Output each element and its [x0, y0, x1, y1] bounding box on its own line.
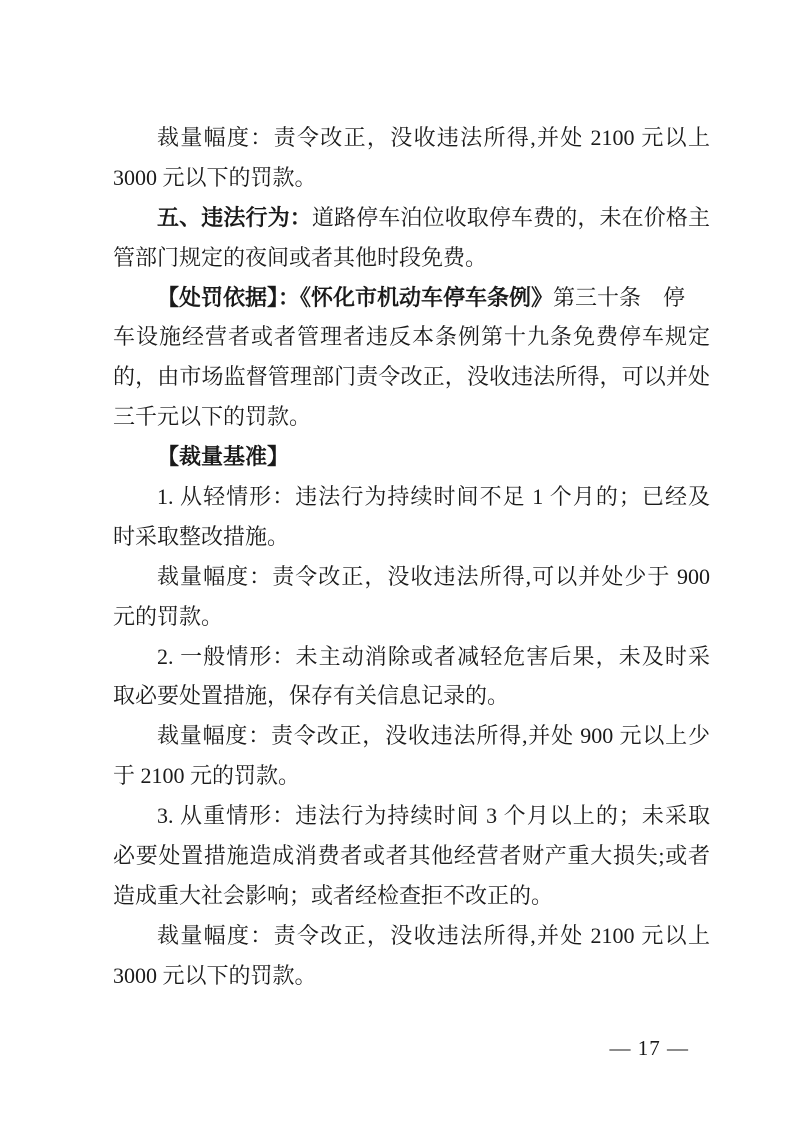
body-text: 裁量幅度：责令改正，没收违法所得,可以并处少于 900 [157, 563, 710, 589]
text-line [113, 437, 710, 477]
text-line [113, 637, 710, 677]
body-text: 1. 从轻情形：违法行为持续时间不足 1 个月的；已经及 [157, 484, 710, 510]
body-text: 裁量幅度：责令改正，没收违法所得,并处 2100 元以上 [157, 922, 710, 948]
body-text: 3000 元以下的罚款。 [113, 164, 317, 190]
text-line [113, 517, 710, 557]
text-line [113, 317, 710, 357]
emphasis-text: 【裁量基准】 [157, 444, 290, 470]
text-line [113, 836, 710, 876]
body-text: 车设施经营者或者管理者违反本条例第十九条免费停车规定 [113, 324, 710, 350]
text-line [113, 597, 710, 637]
body-text: 的，由市场监督管理部门责令改正，没收违法所得，可以并处 [113, 364, 710, 390]
text-line [113, 756, 710, 796]
body-text: 第三十条 停 [553, 284, 686, 310]
text-line [113, 676, 710, 716]
text-line [113, 956, 710, 996]
body-text: 时采取整改措施。 [113, 523, 290, 549]
text-line [113, 916, 710, 956]
text-line [113, 158, 710, 198]
text-line [113, 357, 710, 397]
page-number: — 17 — [609, 1036, 689, 1060]
body-text: 取必要处置措施，保存有关信息记录的。 [113, 683, 510, 709]
body-text: 道路停车泊位收取停车费的，未在价格主 [311, 204, 710, 230]
body-text: 2. 一般情形：未主动消除或者减轻危害后果，未及时采 [157, 643, 710, 669]
body-text: 管部门规定的夜间或者其他时段免费。 [113, 244, 488, 270]
text-line [113, 118, 710, 158]
text-line [113, 876, 710, 916]
text-line [113, 397, 710, 437]
emphasis-text: 【处罚依据】：《怀化市机动车停车条例》 [157, 284, 554, 310]
body-text: 三千元以下的罚款。 [113, 404, 312, 430]
text-line [113, 278, 710, 318]
text-line [113, 198, 710, 238]
body-text: 造成重大社会影响；或者经检查拒不改正的。 [113, 882, 554, 908]
text-line [113, 477, 710, 517]
body-text: 3000 元以下的罚款。 [113, 962, 317, 988]
body-text: 必要处置措施造成消费者或者其他经营者财产重大损失;或者 [113, 843, 710, 869]
body-text: 元的罚款。 [113, 603, 224, 629]
body-text: 裁量幅度：责令改正，没收违法所得,并处 900 元以上少 [157, 723, 710, 749]
body-text: 3. 从重情形：违法行为持续时间 3 个月以上的；未采取 [157, 803, 710, 829]
emphasis-text: 五、违法行为： [157, 204, 312, 230]
text-block [113, 118, 710, 996]
text-line [113, 796, 710, 836]
text-line [113, 716, 710, 756]
body-text: 于 2100 元的罚款。 [113, 763, 301, 789]
text-line [113, 557, 710, 597]
body-text: 裁量幅度：责令改正，没收违法所得,并处 2100 元以上 [157, 125, 710, 150]
text-line [113, 238, 710, 278]
